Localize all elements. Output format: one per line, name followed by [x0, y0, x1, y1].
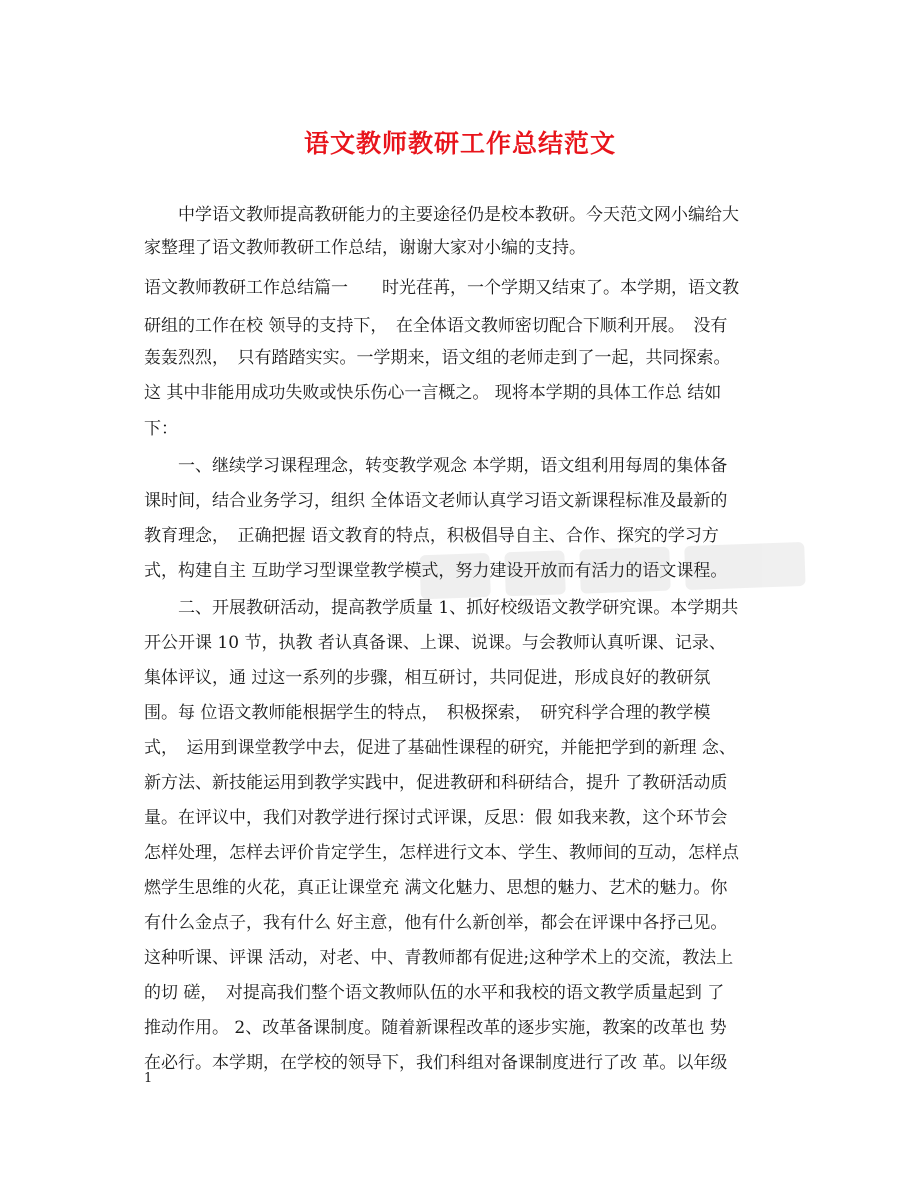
paragraph-line: 家整理了语文教师教研工作总结，谢谢大家对小编的支持。 [144, 238, 586, 258]
paragraph-line: 在必行。本学期，在学校的领导下，我们科组对备课制度进行了改 革。以年级 [144, 1053, 728, 1073]
paragraph-line: 式，构建自主 互助学习型课堂教学模式，努力建设开放而有活力的语文课程。 [144, 561, 728, 581]
paragraph-line: 教育理念， 正确把握 语文教育的特点，积极倡导自主、合作、探究的学习方 [144, 526, 719, 546]
page-number: 1 [144, 1071, 153, 1086]
paragraph-line: 研组的工作在校 领导的支持下， 在全体语文教师密切配合下顺利开展。 没有 [144, 316, 728, 336]
paragraph-line: 二、开展教研活动，提高教学质量 1、抓好校级语文教学研究课。本学期共 [178, 598, 739, 618]
paragraph-line: 开公开课 10 节，执教 者认真备课、上课、说课。与会教师认真听课、记录、 [144, 633, 726, 653]
paragraph-line: 围。每 位语文教师能根据学生的特点， 积极探索， 研究科学合理的教学模 [144, 703, 711, 723]
paragraph-line: 课时间，结合业务学习，组织 全体语文老师认真学习语文新课程标准及最新的 [144, 491, 728, 511]
paragraph-line: 怎样处理，怎样去评价肯定学生，怎样进行文本、学生、教师间的互动，怎样点 [144, 843, 739, 863]
paragraph-line: 下： [144, 419, 178, 439]
paragraph-line: 式， 运用到课堂教学中去，促进了基础性课程的研究，并能把学到的新理 念、 [144, 738, 736, 758]
paragraph-line: 集体评议，通 过这一系列的步骤，相互研讨，共同促进，形成良好的教研氛 [144, 668, 711, 688]
paragraph-line: 轰轰烈烈， 只有踏踏实实。一学期来，语文组的老师走到了一起，共同探索。 [144, 348, 731, 368]
document-title: 语文教师教研工作总结范文 [303, 129, 616, 158]
paragraph-line: 的切 磋， 对提高我们整个语文教师队伍的水平和我校的语文教学质量起到 了 [144, 983, 725, 1003]
paragraph-line: 推动作用。 2、改革备课制度。随着新课程改革的逐步实施，教案的改革也 势 [144, 1018, 727, 1038]
paragraph-line: 这种听课、评课 活动，对老、中、青教师都有促进;这种学术上的交流，教法上 [144, 948, 734, 968]
paragraph-line: 语文教师教研工作总结篇一 时光荏苒，一个学期又结束了。本学期，语文教 [144, 278, 739, 298]
paragraph-line: 这 其中非能用成功失败或快乐伤心一言概之。 现将本学期的具体工作总 结如 [144, 383, 722, 403]
paragraph-line: 量。在评议中，我们对教学进行探讨式评课，反思：假 如我来教，这个环节会 [144, 808, 728, 828]
paragraph-line: 新方法、新技能运用到教学实践中，促进教研和科研结合，提升 了教研活动质 [144, 773, 728, 793]
paragraph-line: 有什么金点子，我有什么 好主意，他有什么新创举，都会在评课中各抒己见。 [144, 913, 728, 933]
paragraph-line: 燃学生思维的火花，真正让课堂充 满文化魅力、思想的魅力、艺术的魅力。你 [144, 878, 728, 898]
paragraph-line: 一、继续学习课程理念，转变教学观念 本学期，语文组利用每周的集体备 [178, 456, 728, 476]
paragraph-line: 中学语文教师提高教研能力的主要途径仍是校本教研。今天范文网小编给大 [178, 205, 739, 225]
